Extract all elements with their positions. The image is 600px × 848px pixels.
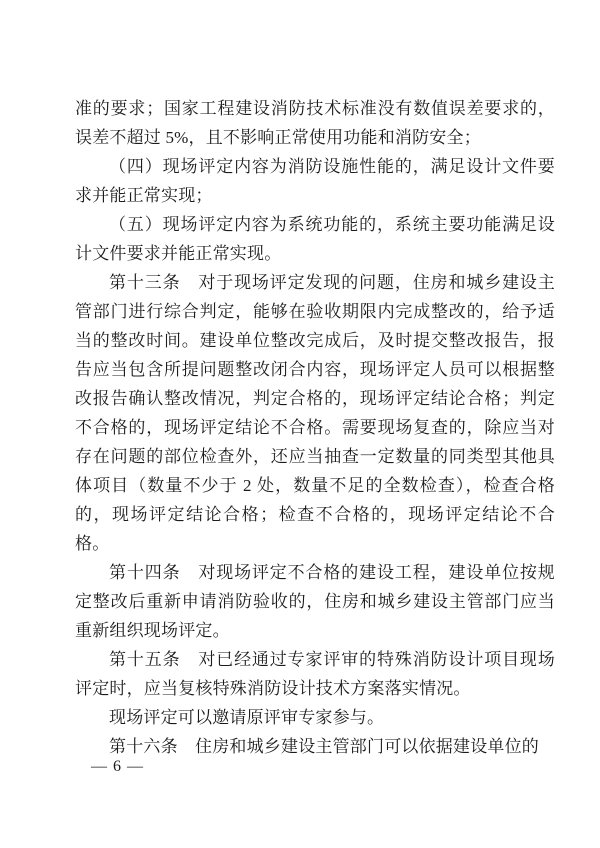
paragraph-item-4: （四）现场评定内容为消防设施性能的，满足设计文件要求并能正常实现； bbox=[75, 157, 555, 205]
paragraph-article-15-supplement: 现场评定可以邀请原评审专家参与。 bbox=[109, 708, 385, 727]
paragraph-item-5: （五）现场评定内容为系统功能的，系统主要功能满足设计文件要求并能正常实现。 bbox=[75, 215, 555, 263]
page-number: — 6 — bbox=[91, 758, 144, 775]
paragraph-article-13: 第十三条 对于现场评定发现的问题，住房和城乡建设主管部门进行综合判定，能够在验收期限内完成整改的，给予适当的整改时间。建设单位整改完成后，及时提交整改报告，报告应当包含所提问题整改闭合内容，现场评定人员可以根据整改报告确认整改情况，判定合格的，现场评定结论合格；判定不合格的，现场评定结论不合格。需要现场复查的，除应当对存在问题的部位检查外，还应当抽查一定数量的同类型其他具体项目（数量不少于 2 处，数量不足的全数检查），检查合格的，现场评定结论合格；检查不合格的，现场评定结论不合格。 bbox=[75, 273, 555, 553]
paragraph-article-15: 第十五条 对已经通过专家评审的特殊消防设计项目现场评定时，应当复核特殊消防设计技术方案落实情况。 bbox=[75, 650, 555, 698]
paragraph-continuation: 准的要求；国家工程建设消防技术标准没有数值误差要求的，误差不超过 5%，且不影响正常使用功能和消防安全； bbox=[75, 99, 555, 147]
paragraph-article-16: 第十六条 住房和城乡建设主管部门可以依据建设单位的 bbox=[109, 737, 539, 756]
document-body bbox=[75, 94, 555, 761]
paragraph-article-14: 第十四条 对现场评定不合格的建设工程，建设单位按规定整改后重新申请消防验收的，住房和城乡建设主管部门应当重新组织现场评定。 bbox=[75, 563, 555, 640]
